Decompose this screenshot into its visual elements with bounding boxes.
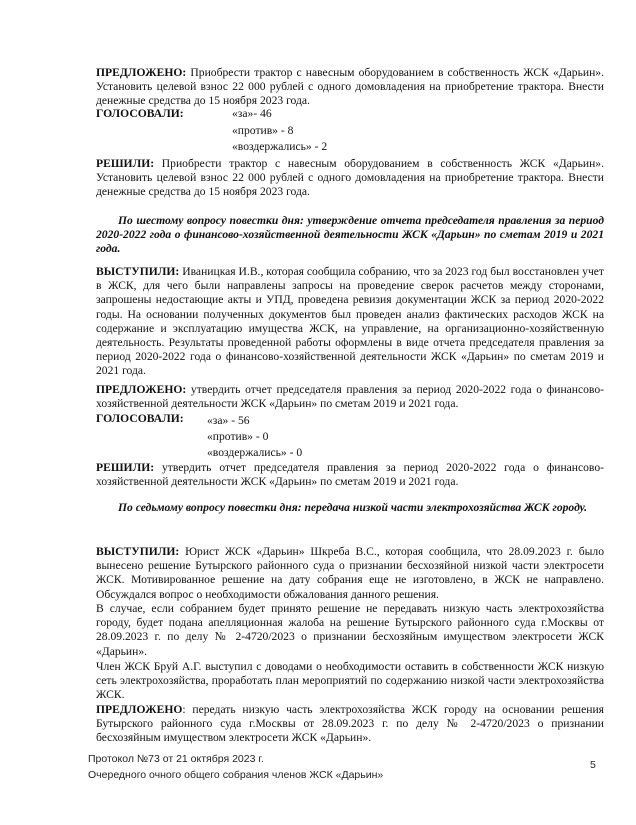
proposal-paragraph	[96, 703, 604, 746]
footer-protocol-line: Протокол №73 от 21 октября 2023 г.	[88, 753, 264, 765]
voted-label: ГОЛОСОВАЛИ:	[96, 412, 184, 425]
vote-abstain: «воздержались» - 0	[207, 446, 303, 459]
section-title-seventh-question: По седьмому вопросу повестки дня: передача низкой части электрохозяйства ЖСК городу.	[118, 501, 587, 514]
spoke-label: ВЫСТУПИЛИ:	[96, 545, 180, 558]
footer-meeting-line: Очередного очного общего собрания членов ЖСК «Дарьин»	[88, 769, 384, 781]
proposal-paragraph	[96, 383, 604, 411]
proposed-label: ПРЕДЛОЖЕНО	[96, 703, 183, 716]
speech-paragraph	[96, 545, 604, 602]
decided-label: РЕШИЛИ:	[96, 461, 155, 474]
vote-for: «за»- 46	[232, 107, 272, 120]
spoke-text: Юрист ЖСК «Дарьин» Шкреба В.С., которая сообщила, что 28.09.2023 г. было вынесено решение Бутырского районного суда о признании бесхозяйной низкой части электросети ЖСК. Мотивированное решение на дату собрания еще не изготовлено, в ЖСК не направлено. Обсуждался вопрос о необходимости обжалования данного решения.	[96, 545, 605, 601]
decision-paragraph	[96, 461, 604, 489]
proposal-paragraph	[96, 66, 604, 109]
section-title-sixth-question: По шестому вопросу повестки дня: утверждение отчета председателя правления за период 2020-2022 года о финансово-хозяйственной деятельности ЖСК «Дарьин» по сметам 2019 и 2021 года.	[96, 214, 604, 256]
case-paragraph: В случае, если собранием будет принято решение не передавать низкую часть электрохозяйства городу, будет подана апелляционная жалоба на решение Бутырского районного суда г.Москвы от 28.09.2023 г. по делу № 2-4720/2023 о признании бесхозяйным имуществом электросети ЖСК «Дарьин».	[96, 602, 604, 658]
vote-against: «против» - 8	[232, 124, 294, 137]
member-paragraph: Член ЖСК Бруй А.Г. выступил с доводами о необходимости оставить в собственности ЖСК низкую сеть электрохозяйства, проработать план мероприятий по содержанию низкой части электрохозяйства ЖСК.	[96, 660, 604, 702]
vote-for: «за» - 56	[207, 414, 250, 427]
page-number: 5	[590, 759, 596, 771]
proposed-text: Приобрести трактор с навесным оборудованием в собственность ЖСК «Дарьин». Установить целевой взнос 22 000 рублей с одного домовладения на приобретение трактора. Внести денежные средства до 15 ноября 2023 года.	[96, 66, 604, 108]
decided-text: утвердить отчет председателя правления за период 2020-2022 года о финансово-хозяйственной деятельности ЖСК «Дарьин» по сметам 2019 и 2021 года.	[96, 461, 604, 489]
proposed-label: ПРЕДЛОЖЕНО:	[96, 383, 187, 396]
vote-against: «против» - 0	[207, 430, 269, 443]
proposed-text: : передать низкую часть электрохозяйства ЖСК городу на основании решения Бутырского районного суда г.Москвы от 28.09.2023 г. по делу № 2-4720/2023 о признании бесхозяйным имуществом электросети ЖСК «Дарьин».	[96, 703, 604, 745]
proposed-text: утвердить отчет председателя правления за период 2020-2022 года о финансово-хозяйственной деятельности ЖСК «Дарьин» по сметам 2019 и 2021 года.	[96, 383, 604, 411]
voted-label: ГОЛОСОВАЛИ:	[96, 107, 184, 120]
vote-abstain: «воздержались» - 2	[232, 140, 328, 153]
decision-paragraph	[96, 157, 604, 200]
spoke-label: ВЫСТУПИЛИ:	[96, 265, 180, 278]
spoke-text: Иваницкая И.В., которая сообщила собранию, что за 2023 год был восстановлен учет в ЖСК, для чего были направлены запросы на проведение сверок расчетов между сторонами, запрошены недостающие акты и УПД, проведена ревизия документации ЖСК за период 2020-2022 годы. На основании полученных документов был проведен анализ фактических расходов ЖСК на содержание и эксплуатацию имущества ЖСК, на управление, на организационно-хозяйственную деятельность. Результаты проведенной работы оформлены в виде отчета председателя правления за период 2020-2022 года о финансово-хозяйственной деятельности ЖСК «Дарьин» по сметам 2019 и 2021 года.	[96, 265, 604, 378]
speech-paragraph	[96, 265, 604, 379]
decided-text: Приобрести трактор с навесным оборудованием в собственность ЖСК «Дарьин». Установить целевой взнос 22 000 рублей с одного домовладения на приобретение трактора. Внести денежные средства до 15 ноября 2023 года.	[96, 157, 604, 199]
proposed-label: ПРЕДЛОЖЕНО:	[96, 66, 187, 79]
decided-label: РЕШИЛИ:	[96, 157, 155, 170]
